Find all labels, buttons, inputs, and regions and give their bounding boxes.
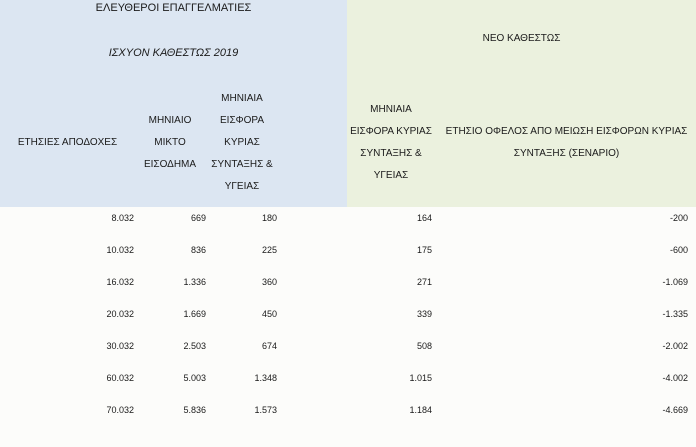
table-cell: -4.002 — [662, 373, 688, 383]
col-contrib-new-line: ΥΓΕΙΑΣ — [373, 170, 409, 181]
table-cell: -4.669 — [662, 405, 688, 415]
col-annual-benefit-line: ΕΤΗΣΙΟ ΟΦΕΛΟΣ ΑΠΟ ΜΕΙΩΣΗ ΕΙΣΦΟΡΩΝ ΚΥΡΙΑΣ — [445, 126, 688, 137]
table-cell: -200 — [669, 213, 688, 223]
col-monthly-gross-line: ΕΙΣΟΔΗΜΑ — [143, 159, 197, 170]
col-contrib-new-line: ΜΗΝΙΑΙΑ — [370, 104, 412, 115]
table-cell: 225 — [261, 245, 277, 255]
table-cell: 5.003 — [183, 373, 206, 383]
table-cell: 175 — [416, 245, 432, 255]
group-title: ΕΛΕΥΘΕΡΟΙ ΕΠΑΓΓΕΛΜΑΤΙΕΣ — [95, 2, 252, 14]
col-contrib-current-line: ΥΓΕΙΑΣ — [224, 181, 260, 192]
table-cell: 20.032 — [106, 309, 134, 319]
col-contrib-current-line: ΜΗΝΙΑΙΑ — [221, 93, 263, 104]
table-cell: 339 — [416, 309, 432, 319]
table-cell: 16.032 — [106, 277, 134, 287]
col-contrib-current-line: ΚΥΡΙΑΣ — [224, 137, 260, 148]
table-cell: 10.032 — [106, 245, 134, 255]
table-cell: -2.002 — [662, 341, 688, 351]
table-cell: 508 — [416, 341, 432, 351]
col-contrib-current-line: ΣΥΝΤΑΞΗΣ & — [211, 159, 273, 170]
current-status-title: ΙΣΧΥΟΝ ΚΑΘΕΣΤΩΣ 2019 — [108, 47, 239, 59]
col-monthly-gross-line: ΜΙΚΤΟ — [154, 137, 186, 148]
table-cell: 8.032 — [111, 213, 134, 223]
table-cell: 836 — [190, 245, 206, 255]
table-cell: 1.336 — [183, 277, 206, 287]
table-cell: 1.348 — [254, 373, 277, 383]
table-cell: -1.335 — [662, 309, 688, 319]
table-cell: 30.032 — [106, 341, 134, 351]
table-cell: 164 — [416, 213, 432, 223]
table-cell: 5.836 — [183, 405, 206, 415]
table-cell: 70.032 — [106, 405, 134, 415]
col-contrib-current-line: ΕΙΣΦΟΡΑ — [220, 115, 264, 126]
table-cell: 1.573 — [254, 405, 277, 415]
col-contrib-new-line: ΕΙΣΦΟΡΑ ΚΥΡΙΑΣ — [350, 126, 432, 137]
table-cell: 1.184 — [409, 405, 432, 415]
col-monthly-gross-line: ΜΗΝΙΑΙΟ — [148, 115, 192, 126]
new-status-title: ΝΕΟ ΚΑΘΕΣΤΩΣ — [482, 33, 561, 44]
table-cell: 669 — [190, 213, 206, 223]
table-cell: 2.503 — [183, 341, 206, 351]
table-cell: 360 — [261, 277, 277, 287]
col-annual-income: ΕΤΗΣΙΕΣ ΑΠΟΔΟΧΕΣ — [17, 137, 118, 148]
table-cell: 1.669 — [183, 309, 206, 319]
table-cell: 1.015 — [409, 373, 432, 383]
col-contrib-new-line: ΣΥΝΤΑΞΗΣ & — [360, 148, 422, 159]
table-cell: 271 — [416, 277, 432, 287]
table-cell: -600 — [669, 245, 688, 255]
col-annual-benefit-line: ΣΥΝΤΑΞΗΣ (ΣΕΝΑΡΙΟ) — [513, 148, 620, 159]
table-cell: 674 — [261, 341, 277, 351]
table-cell: 60.032 — [106, 373, 134, 383]
table-cell: 450 — [261, 309, 277, 319]
table-cell: 180 — [261, 213, 277, 223]
table-cell: -1.069 — [662, 277, 688, 287]
